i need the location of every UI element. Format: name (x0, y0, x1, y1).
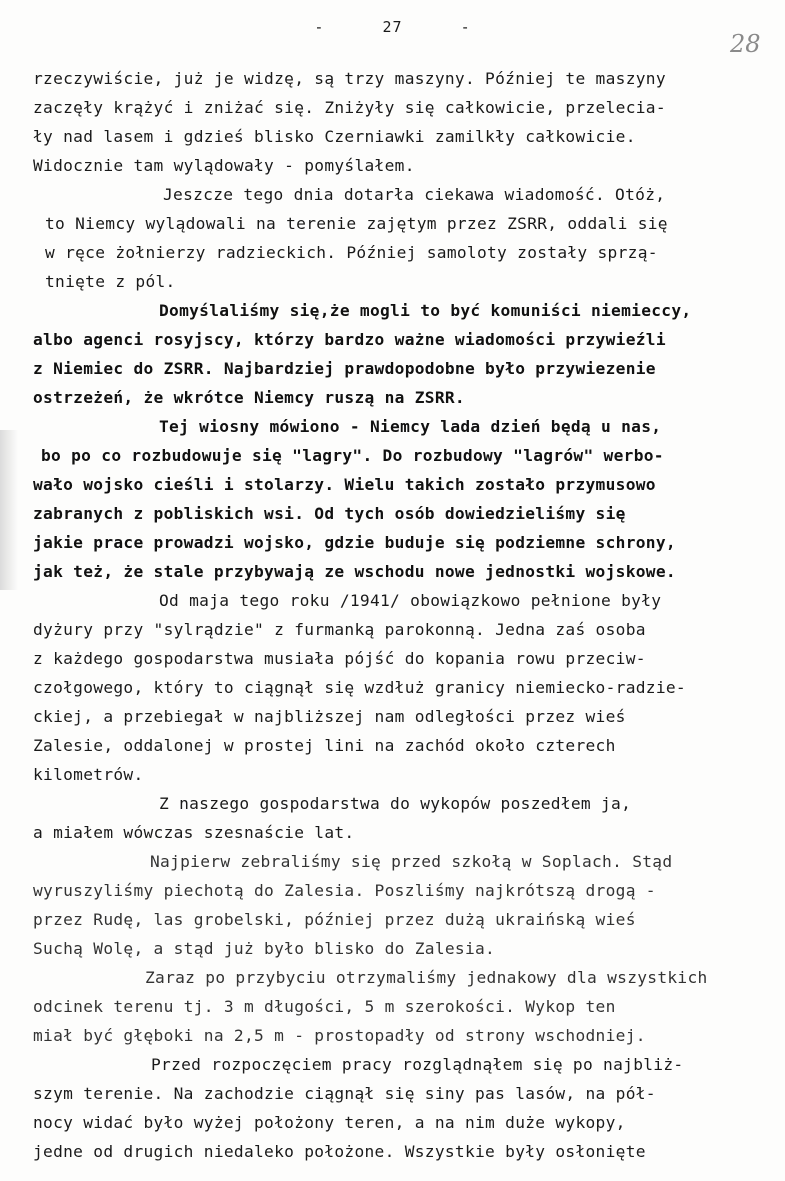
text-line: bo po co rozbudowuje się "lagry". Do rozbudowy "lagrów" werbo- (41, 446, 664, 465)
text-line: zaczęły krążyć i zniżać się. Zniżyły się całkowicie, przelecia- (33, 98, 666, 117)
text-line: Zalesie, oddalonej w prostej lini na zachód około czterech (33, 736, 616, 755)
text-line: ły nad lasem i gdzieś blisko Czerniawki zamilkły całkowicie. (33, 127, 636, 146)
text-line: a miałem wówczas szesnaście lat. (33, 823, 355, 842)
page-number-header (0, 18, 785, 36)
scan-artifact (0, 430, 18, 590)
text-line: Najpierw zebraliśmy się przed szkołą w Soplach. Stąd (150, 852, 673, 871)
text-line: szym terenie. Na zachodzie ciągnął się siny pas lasów, na pół- (33, 1084, 656, 1103)
text-line: wało wojsko cieśli i stolarzy. Wielu takich zostało przymusowo (33, 475, 656, 494)
text-line: rzeczywiście, już je widzę, są trzy maszyny. Później te maszyny (33, 69, 666, 88)
text-line: wyruszyliśmy piechotą do Zalesia. Poszliśmy najkrótszą drogą - (33, 881, 656, 900)
text-line: miał być głęboki na 2,5 m - prostopadły od strony wschodniej. (33, 1026, 646, 1045)
text-line: Od maja tego roku /1941/ obowiązkowo pełnione były (159, 591, 662, 610)
text-line: tnięte z pól. (45, 272, 176, 291)
text-line: nocy widać było wyżej położony teren, a na nim duże wykopy, (33, 1113, 626, 1132)
text-line: to Niemcy wylądowali na terenie zajętym przez ZSRR, oddali się (45, 214, 668, 233)
text-line: Jeszcze tego dnia dotarła ciekawa wiadomość. Otóż, (163, 185, 666, 204)
text-line: w ręce żołnierzy radzieckich. Później samoloty zostały sprzą- (45, 243, 658, 262)
text-line: albo agenci rosyjscy, którzy bardzo ważne wiadomości przywieźli (33, 330, 666, 349)
text-line: przez Rudę, las grobelski, później przez dużą ukraińską wieś (33, 910, 636, 929)
text-line: jak też, że stale przybywają ze wschodu nowe jednostki wojskowe. (33, 562, 676, 581)
text-line: kilometrów. (33, 765, 144, 784)
text-line: ckiej, a przebiegał w najbliższej nam odległości przez wieś (33, 707, 626, 726)
page-number-dash-left: - (314, 18, 325, 36)
text-line: Przed rozpoczęciem pracy rozglądnąłem się po najbliż- (151, 1055, 684, 1074)
text-line: Widocznie tam wylądowały - pomyślałem. (33, 156, 415, 175)
text-line: jakie prace prowadzi wojsko, gdzie buduje się podziemne schrony, (33, 533, 676, 552)
text-line: jedne od drugich niedaleko położone. Wszystkie były osłonięte (33, 1142, 646, 1161)
page-number: 27 (382, 18, 403, 36)
text-line: z Niemiec do ZSRR. Najbardziej prawdopodobne było przywiezenie (33, 359, 656, 378)
text-line: Tej wiosny mówiono - Niemcy lada dzień będą u nas, (159, 417, 662, 436)
handwritten-page-number: 28 (730, 30, 761, 58)
text-line: Suchą Wolę, a stąd już było blisko do Zalesia. (33, 939, 496, 958)
text-line: z każdego gospodarstwa musiała pójść do kopania rowu przeciw- (33, 649, 646, 668)
text-line: dyżury przy "sylrądzie" z furmanką parokonną. Jedna zaś osoba (33, 620, 646, 639)
text-line: ostrzeżeń, że wkrótce Niemcy ruszą na ZSRR. (33, 388, 465, 407)
text-line: Domyślaliśmy się,że mogli to być komuniści niemieccy, (159, 301, 692, 320)
page-number-dash-right: - (460, 18, 471, 36)
text-line: czołgowego, który to ciągnął się wzdłuż granicy niemiecko-radzie- (33, 678, 686, 697)
text-line: zabranych z pobliskich wsi. Od tych osób dowiedzieliśmy się (33, 504, 626, 523)
text-line: Z naszego gospodarstwa do wykopów poszedłem ja, (159, 794, 632, 813)
text-line: Zaraz po przybyciu otrzymaliśmy jednakowy dla wszystkich (145, 968, 708, 987)
text-line: odcinek terenu tj. 3 m długości, 5 m szerokości. Wykop ten (33, 997, 616, 1016)
